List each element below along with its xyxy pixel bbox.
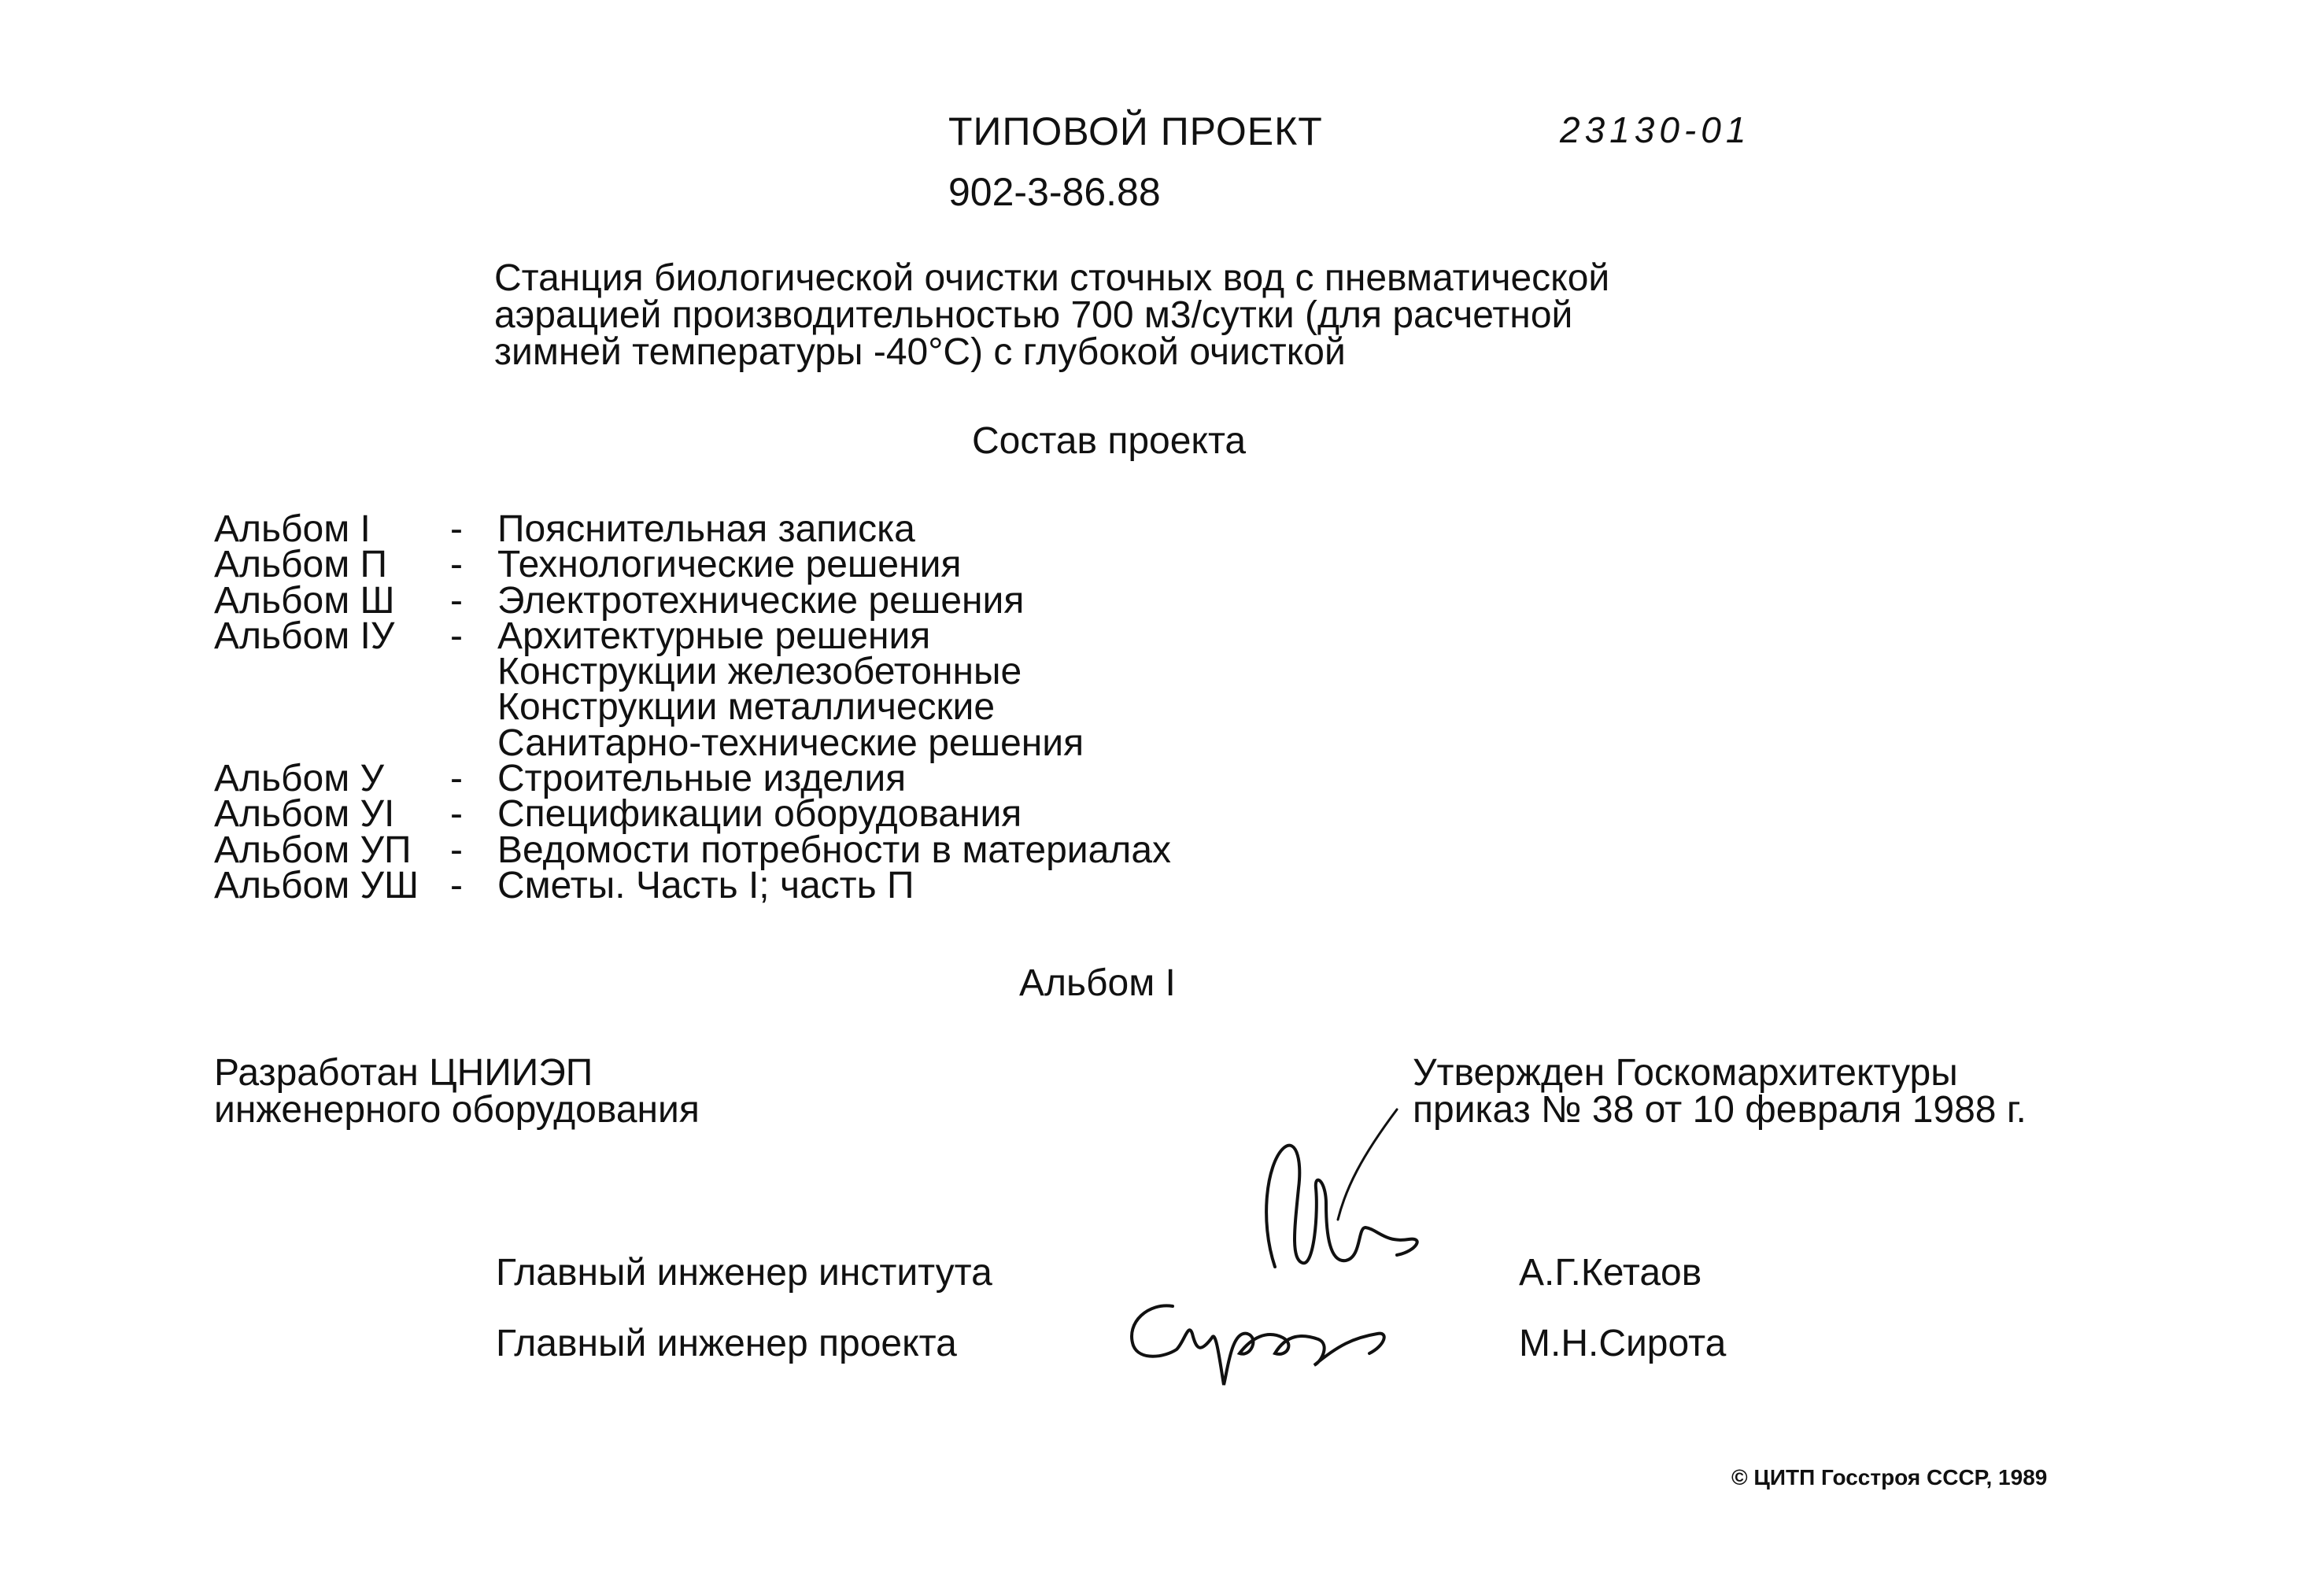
album-title: Пояснительная записка (497, 508, 915, 550)
album-label: Альбом УП (214, 829, 412, 871)
document-type-title: ТИПОВОЙ ПРОЕКТ (948, 109, 1323, 153)
copyright-notice: © ЦИТП Госстроя СССР, 1989 (1731, 1465, 2048, 1490)
approval-line: Утвержден Госкомархитектуры (1413, 1052, 1958, 1094)
dash-separator: - (450, 829, 463, 871)
signatory-role: Главный инженер института (496, 1252, 992, 1294)
album-label: Альбом IУ (214, 615, 395, 657)
approval-line: приказ № 38 от 10 февраля 1988 г. (1413, 1089, 2027, 1131)
signatory-name: А.Г.Кетаов (1519, 1252, 1702, 1294)
list-item (214, 615, 1171, 657)
album-label: Альбом I (214, 508, 371, 550)
album-title: Спецификации оборудования (497, 793, 1022, 836)
list-item (214, 508, 1171, 550)
signatory-name: М.Н.Сирота (1519, 1323, 1727, 1364)
album-title: Конструкции металлические (497, 686, 996, 729)
list-item (214, 829, 1172, 871)
signature-chief-engineer-project (1118, 1290, 1417, 1401)
album-label: Альбом УI (214, 793, 395, 836)
signatory-role: Главный инженер проекта (496, 1323, 957, 1364)
dash-separator: - (450, 615, 463, 657)
album-title: Технологические решения (497, 544, 962, 586)
developer-block (214, 1052, 700, 1131)
description-line: аэрацией производительностью 700 м3/сутки (для расчетной (494, 294, 1573, 336)
album-title: Архитектурные решения (497, 615, 931, 657)
dash-separator (450, 654, 497, 689)
developer-line: инженерного оборудования (214, 1089, 700, 1131)
list-item (214, 864, 1171, 906)
description-line: зимней температуры -40°С) с глубокой очисткой (494, 331, 1346, 373)
list-item (214, 651, 1171, 693)
project-number: 902-3-86.88 (948, 170, 1161, 214)
dash-separator (450, 725, 497, 761)
album-label: Альбом У (214, 758, 385, 800)
composition-title: Состав проекта (972, 420, 1247, 462)
dash-separator: - (450, 508, 463, 550)
dash-separator: - (450, 864, 463, 906)
list-item (214, 544, 1171, 586)
album-label (214, 689, 450, 725)
current-album-title: Альбом I (1019, 962, 1176, 1004)
album-label: Альбом Ш (214, 579, 395, 622)
album-title: Сметы. Часть I; часть П (497, 864, 914, 906)
dash-separator: - (450, 793, 463, 836)
approval-block (1413, 1052, 2027, 1131)
list-item (214, 758, 1171, 800)
project-description (494, 257, 1610, 373)
album-title: Ведомости потребности в материалах (497, 829, 1172, 871)
album-title: Электротехнические решения (497, 579, 1025, 622)
album-title: Санитарно-технические решения (497, 722, 1084, 764)
dash-separator (450, 689, 497, 725)
album-label (214, 654, 450, 689)
dash-separator: - (450, 579, 463, 622)
album-label (214, 725, 450, 761)
list-item (214, 686, 1171, 729)
album-label: Альбом УШ (214, 864, 419, 906)
stamp-number: 23130-01 (1560, 109, 1751, 150)
list-item (214, 579, 1171, 622)
developer-line: Разработан ЦНИИЭП (214, 1052, 593, 1094)
album-title: Строительные изделия (497, 758, 907, 800)
list-item (214, 722, 1171, 764)
list-item (214, 793, 1171, 836)
composition-list (214, 508, 1172, 906)
dash-separator: - (450, 758, 463, 800)
dash-separator: - (450, 544, 463, 586)
album-label: Альбом П (214, 544, 388, 586)
description-line: Станция биологической очистки сточных вод с пневматической (494, 257, 1610, 299)
album-title: Конструкции железобетонные (497, 651, 1022, 693)
